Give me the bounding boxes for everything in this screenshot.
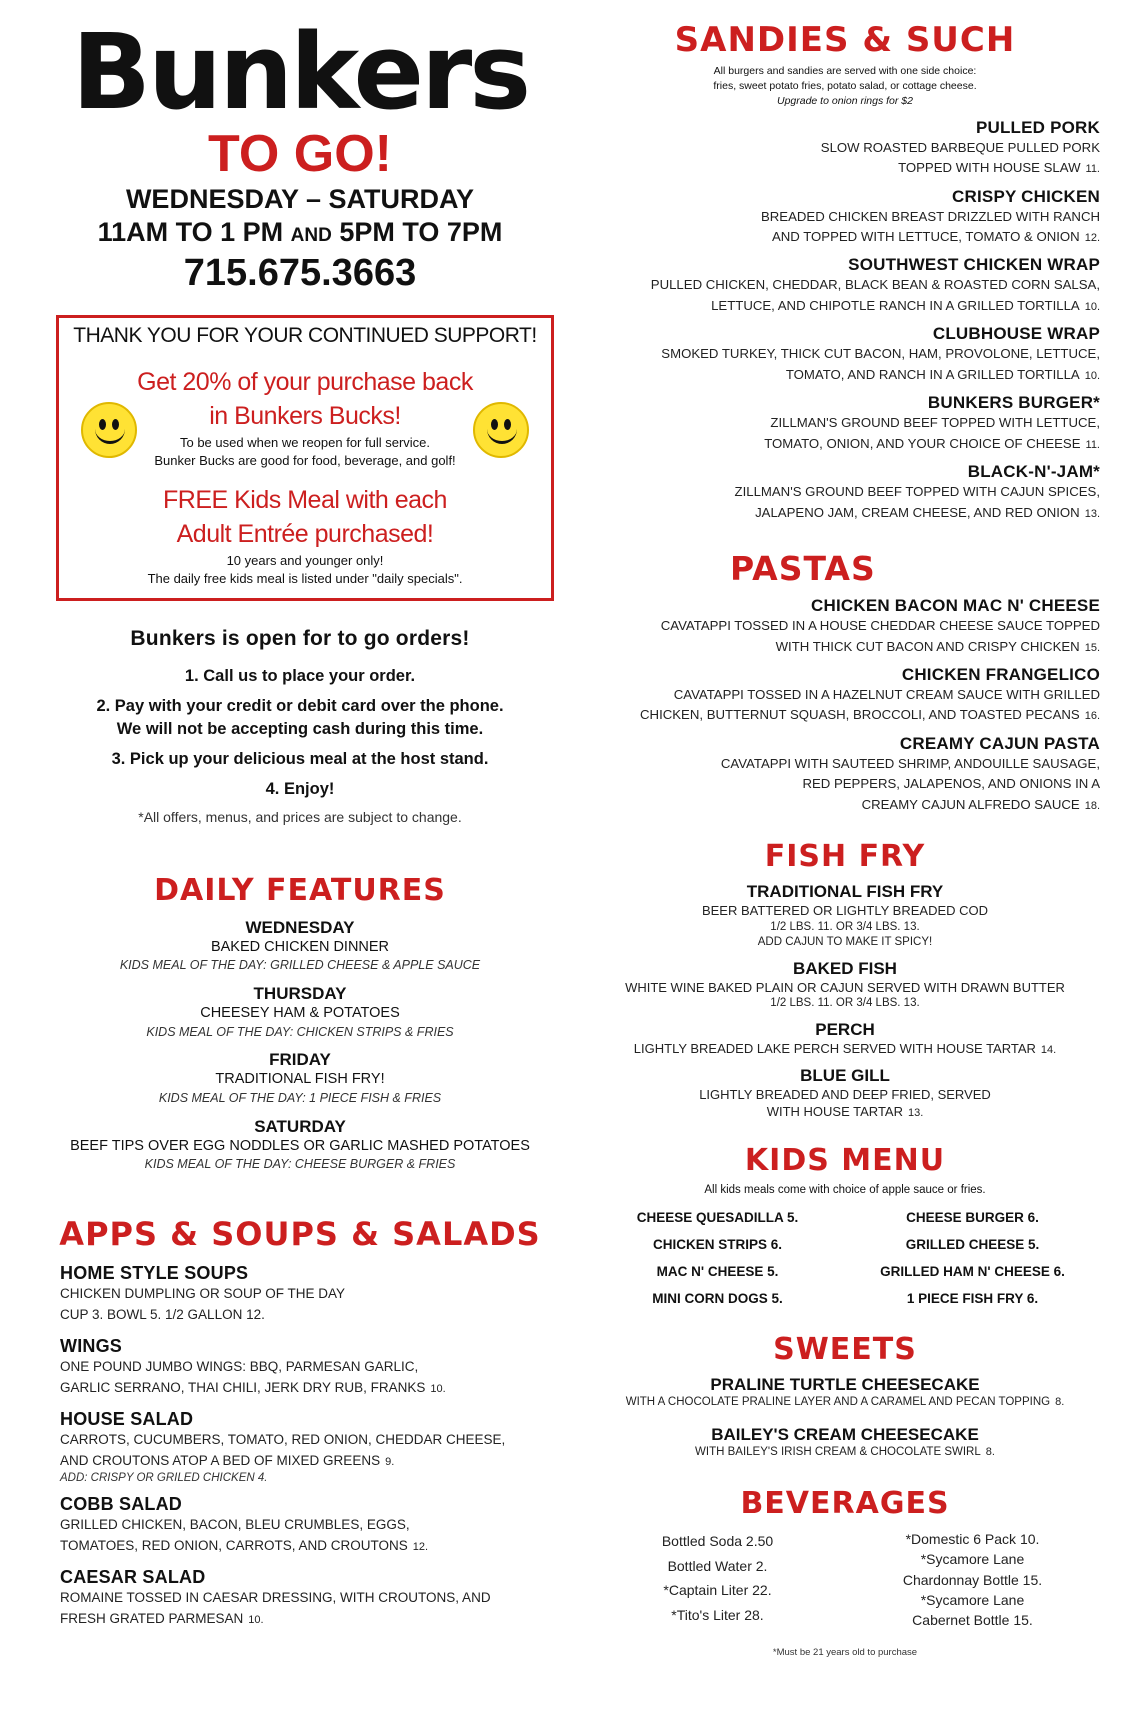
ordering-title: Bunkers is open for to go orders! (130, 627, 470, 651)
item-price: 16. (1084, 710, 1100, 723)
item-name: PERCH (815, 1019, 875, 1039)
kids-item: GRILLED HAM N' CHEESE 6. (880, 1264, 1065, 1280)
menu-item-perch (590, 1020, 1100, 1058)
kids-item: MINI CORN DOGS 5. (652, 1291, 783, 1307)
item-desc-line-1: ZILLMAN'S GROUND BEEF TOPPED WITH CAJUN SPICES, (734, 484, 1100, 500)
item-name: BAKED FISH (793, 958, 897, 978)
item-desc-text: GARLIC SERRANO, THAI CHILI, JERK DRY RUB, FRANKS (60, 1380, 426, 1396)
item-name: PULLED PORK (975, 117, 1100, 137)
sweets-title: SWEETS (773, 1332, 917, 1368)
item-desc-text: WITH THICK CUT BACON AND CRISPY CHICKEN (775, 638, 1080, 654)
kids-item: 1 PIECE FISH FRY 6. (906, 1291, 1039, 1307)
kids-item: CHICKEN STRIPS 6. (652, 1237, 783, 1253)
item-add-on-note: ADD: CRISPY OR GRILED CHICKEN 4. (60, 1471, 268, 1484)
day-kids-meal: KIDS MEAL OF THE DAY: 1 PIECE FISH & FRIES (158, 1090, 442, 1105)
item-name: CAESAR SALAD (60, 1566, 206, 1587)
item-desc-text: TOPPED WITH HOUSE SLAW (898, 160, 1081, 176)
item-desc-text: FRESH GRATED PARMESAN (60, 1610, 244, 1626)
day-dish: BEEF TIPS OVER EGG NODDLES OR GARLIC MASHED POTATOES (70, 1137, 530, 1154)
ordering-step-3: 3. Pick up your delicious meal at the host stand. (111, 750, 489, 769)
kids-menu-note: All kids meals come with choice of apple sauce or fries. (704, 1184, 986, 1197)
sandies-note (590, 64, 1100, 110)
item-desc-line-1: GRILLED CHICKEN, BACON, BLEU CRUMBLES, EGGS, (60, 1516, 410, 1532)
beverages-right-column (845, 1529, 1100, 1630)
beverages-title: BEVERAGES (740, 1486, 950, 1522)
item-price: 10. (248, 1613, 264, 1626)
menu-item-house-salad (40, 1409, 560, 1484)
day-name: THURSDAY (253, 983, 347, 1003)
kids-item: CHEESE BURGER 6. (906, 1210, 1039, 1226)
item-price: 11. (1085, 163, 1100, 176)
item-desc-line-2 (60, 1536, 560, 1557)
day-kids-meal: KIDS MEAL OF THE DAY: CHEESE BURGER & FRIES (144, 1157, 456, 1172)
beverages-left-column (590, 1529, 845, 1630)
menu-item-chicken-frangelico (590, 665, 1100, 726)
promo-offer-1-note-2: Bunker Bucks are good for food, beverage, and golf! (154, 453, 456, 469)
item-name: CHICKEN FRANGELICO (901, 665, 1100, 684)
beverage-item: Chardonnay Bottle 15. (902, 1571, 1043, 1588)
kids-item: MAC N' CHEESE 5. (656, 1264, 779, 1280)
phone-number[interactable]: 715.675.3663 (183, 251, 417, 294)
item-desc-line-2 (60, 1609, 560, 1630)
item-desc-text: AND TOPPED WITH LETTUCE, TOMATO & ONION (771, 229, 1080, 245)
item-name: HOME STYLE SOUPS (60, 1263, 249, 1284)
day-name: WEDNESDAY (245, 917, 355, 937)
item-desc-line-1 (590, 1395, 1100, 1411)
item-desc-line-1: BREADED CHICKEN BREAST DRIZZLED WITH RANCH (760, 208, 1100, 224)
beverage-item: *Tito's Liter 28. (671, 1606, 764, 1623)
kids-item: CHEESE QUESADILLA 5. (636, 1210, 799, 1226)
promo-offer-1-note-1: To be used when we reopen for full service. (179, 434, 431, 450)
menu-item-praline-turtle-cheesecake (590, 1375, 1100, 1411)
promo-offer-1-line-1: Get 20% of your purchase back (137, 368, 473, 397)
pastas-title: PASTAS (730, 549, 876, 589)
item-price: 15. (1084, 641, 1100, 654)
item-desc-line-1 (590, 1445, 1100, 1461)
item-desc-text: LETTUCE, AND CHIPOTLE RANCH IN A GRILLED TORTILLA (711, 297, 1080, 313)
menu-item-cobb-salad (40, 1494, 560, 1557)
menu-item-wings (40, 1336, 560, 1399)
promo-offer-2-line-1: FREE Kids Meal with each (163, 486, 447, 515)
beverage-item: *Domestic 6 Pack 10. (905, 1531, 1040, 1548)
item-desc-line-2 (590, 705, 1100, 725)
item-desc-line-2 (590, 158, 1100, 178)
item-desc-text: CHICKEN, BUTTERNUT SQUASH, BROCCOLI, AND TOASTED PECANS (640, 707, 1080, 723)
menu-item-home-style-soups (40, 1263, 560, 1326)
right-column (590, 20, 1100, 1658)
item-name: BLUE GILL (800, 1065, 890, 1085)
day-dish: CHEESEY HAM & POTATOES (200, 1004, 400, 1021)
item-desc-line-1: CAVATAPPI TOSSED IN A HAZELNUT CREAM SAUCE WITH GRILLED (673, 687, 1100, 702)
item-price: 10. (1084, 300, 1100, 313)
item-desc-text: TOMATO, AND RANCH IN A GRILLED TORTILLA (785, 366, 1080, 382)
item-price: 18. (1084, 799, 1100, 812)
bunkers-logo: Bunkers (71, 11, 529, 133)
item-desc-line-2: RED PEPPERS, JALAPENOS, AND ONIONS IN A (802, 776, 1100, 792)
menu-item-baileys-cream-cheesecake (590, 1425, 1100, 1461)
item-desc-line-2 (590, 503, 1100, 523)
beverages-list (590, 1529, 1100, 1630)
item-desc-text: AND CROUTONS ATOP A BED OF MIXED GREENS (60, 1452, 381, 1468)
daily-feature-thursday (40, 984, 560, 1040)
menu-item-black-n-jam (590, 462, 1100, 523)
item-price: 13. (1084, 507, 1100, 520)
beverage-item: Bottled Water 2. (667, 1557, 768, 1574)
hours-and: AND (290, 224, 332, 246)
menu-item-caesar-salad (40, 1567, 560, 1630)
day-name: SATURDAY (254, 1116, 346, 1136)
menu-item-blue-gill (590, 1066, 1100, 1121)
left-column (40, 11, 560, 1630)
item-desc-line-1: ZILLMAN'S GROUND BEEF TOPPED WITH LETTUCE, (770, 415, 1100, 431)
beverage-item: *Sycamore Lane (920, 1551, 1025, 1568)
ordering-step-4: 4. Enjoy! (265, 780, 335, 799)
item-price: 8. (1055, 1396, 1065, 1409)
daily-feature-wednesday (40, 918, 560, 974)
item-desc-line-2 (60, 1451, 560, 1472)
item-desc-line-1: CARROTS, CUCUMBERS, TOMATO, RED ONION, CHEDDAR CHEESE, (60, 1431, 506, 1447)
promo-box (56, 315, 554, 601)
item-desc-line-1 (590, 1040, 1100, 1058)
item-price: 12. (412, 1540, 429, 1553)
daily-feature-saturday (40, 1117, 560, 1173)
item-name: PRALINE TURTLE CHEESECAKE (710, 1375, 980, 1395)
item-desc-text: WITH A CHOCOLATE PRALINE LAYER AND A CARAMEL AND PECAN TOPPING (625, 1396, 1051, 1409)
ordering-steps (40, 665, 560, 800)
day-name: FRIDAY (269, 1050, 331, 1070)
item-price: 13. (907, 1107, 924, 1120)
open-days: WEDNESDAY – SATURDAY (125, 184, 475, 215)
sandies-title: SANDIES & SUCH (674, 20, 1016, 60)
kids-item: GRILLED CHEESE 5. (905, 1237, 1040, 1253)
item-price: 10. (1084, 369, 1100, 382)
item-desc-line-3 (590, 795, 1100, 815)
item-desc-text: WITH HOUSE TARTAR (766, 1104, 903, 1120)
item-desc-line-1: LIGHTLY BREADED AND DEEP FRIED, SERVED (699, 1086, 991, 1102)
item-desc-line-2 (590, 434, 1100, 454)
item-name: CRISPY CHICKEN (952, 186, 1100, 206)
item-price: 11. (1085, 438, 1100, 451)
item-desc-text: JALAPENO JAM, CREAM CHEESE, AND RED ONION (755, 504, 1080, 520)
to-go-heading: TO GO! (208, 125, 392, 183)
ordering-step-2-line-2: We will not be accepting cash during this time. (116, 719, 484, 738)
menu-item-southwest-chicken-wrap (590, 255, 1100, 316)
item-price: 8. (985, 1445, 995, 1458)
item-name: TRADITIONAL FISH FRY (746, 882, 944, 902)
item-desc-line-1: BEER BATTERED OR LIGHTLY BREADED COD (701, 903, 989, 919)
beverage-item: *Sycamore Lane (920, 1592, 1025, 1609)
item-price: 14. (1040, 1043, 1057, 1056)
item-prices: 1/2 LBS. 11. OR 3/4 LBS. 13. (770, 997, 920, 1010)
item-desc-text: TOMATO, ONION, AND YOUR CHOICE OF CHEESE (764, 435, 1081, 451)
sandies-note-line-2: fries, sweet potato fries, potato salad, or cottage cheese. (713, 80, 977, 93)
day-kids-meal: KIDS MEAL OF THE DAY: CHICKEN STRIPS & FRIES (146, 1024, 454, 1039)
menu-item-creamy-cajun-pasta (590, 734, 1100, 815)
menu-item-crispy-chicken (590, 187, 1100, 248)
item-name: BAILEY'S CREAM CHEESECAKE (711, 1424, 979, 1444)
item-desc-line-2 (590, 637, 1100, 657)
item-prices: 1/2 LBS. 11. OR 3/4 LBS. 13. (770, 920, 920, 933)
item-desc-line-1: CAVATAPPI TOSSED IN A HOUSE CHEDDAR CHEESE SAUCE TOPPED (660, 618, 1100, 634)
beverage-item: Cabernet Bottle 15. (912, 1612, 1033, 1629)
kids-menu-items (590, 1210, 1100, 1306)
item-desc-line-1: CHICKEN DUMPLING OR SOUP OF THE DAY (60, 1286, 346, 1302)
item-desc-line-1: ONE POUND JUMBO WINGS: BBQ, PARMESAN GARLIC, (60, 1359, 419, 1375)
age-requirement-note: *Must be 21 years old to purchase (772, 1646, 918, 1658)
item-name: CREAMY CAJUN PASTA (899, 733, 1100, 753)
beverage-item: *Captain Liter 22. (663, 1582, 772, 1599)
item-desc-line-1: SLOW ROASTED BARBEQUE PULLED PORK (820, 139, 1100, 155)
item-name: BLACK-N'-JAM* (967, 462, 1100, 482)
day-kids-meal: KIDS MEAL OF THE DAY: GRILLED CHEESE & APPLE SAUCE (119, 958, 481, 973)
day-dish: TRADITIONAL FISH FRY! (215, 1071, 385, 1088)
item-name: CLUBHOUSE WRAP (932, 324, 1100, 344)
offers-disclaimer: *All offers, menus, and prices are subject to change. (138, 808, 462, 825)
ordering-step-2 (40, 695, 560, 740)
promo-heading: THANK YOU FOR YOUR CONTINUED SUPPORT! (73, 324, 537, 348)
menu-item-traditional-fish-fry (590, 882, 1100, 951)
item-desc-text: CREAMY CAJUN ALFREDO SAUCE (861, 796, 1080, 812)
item-name: WINGS (60, 1336, 122, 1357)
item-name: BUNKERS BURGER* (927, 393, 1100, 413)
apps-title: APPS & SOUPS & SALADS (59, 1215, 541, 1254)
item-price: 10. (430, 1383, 446, 1396)
menu-item-baked-fish (590, 959, 1100, 1012)
menu-item-pulled-pork (590, 118, 1100, 179)
item-desc-line-1: PULLED CHICKEN, CHEDDAR, BLACK BEAN & ROASTED CORN SALSA, (650, 277, 1100, 293)
daily-feature-friday (40, 1050, 560, 1106)
fish-fry-title: FISH FRY (764, 839, 926, 875)
sandies-note-line-1: All burgers and sandies are served with one side choice: (713, 65, 977, 77)
item-price: 12. (1084, 232, 1100, 245)
item-desc-text: WITH BAILEY'S IRISH CREAM & CHOCOLATE SWIRL (695, 1445, 981, 1458)
hours-dinner: 5PM TO 7PM (339, 216, 503, 247)
item-desc-line-2 (60, 1378, 560, 1399)
sandies-note-upgrade: Upgrade to onion rings for $2 (776, 95, 913, 108)
item-desc-line-1: WHITE WINE BAKED PLAIN OR CAJUN SERVED WITH DRAWN BUTTER (625, 979, 1065, 995)
promo-offer-2-note-1: 10 years and younger only! (226, 552, 384, 568)
kids-menu-title: KIDS MENU (744, 1143, 946, 1179)
item-desc-line-2 (590, 365, 1100, 385)
day-dish: BAKED CHICKEN DINNER (210, 938, 390, 955)
item-name: COBB SALAD (60, 1493, 182, 1514)
menu-item-clubhouse-wrap (590, 324, 1100, 385)
menu-item-bunkers-burger (590, 393, 1100, 454)
beverage-item: Bottled Soda 2.50 (661, 1533, 774, 1550)
ordering-step-2-line-1: 2. Pay with your credit or debit card over the phone. (96, 697, 504, 716)
item-desc-line-2 (590, 296, 1100, 316)
item-price: 9. (385, 1455, 395, 1468)
item-add-on-note: ADD CAJUN TO MAKE IT SPICY! (757, 936, 933, 949)
item-name: HOUSE SALAD (60, 1408, 194, 1429)
item-desc-line-1: CAVATAPPI WITH SAUTEED SHRIMP, ANDOUILLE SAUSAGE, (720, 755, 1100, 771)
item-desc-line-1: SMOKED TURKEY, THICK CUT BACON, HAM, PROVOLONE, LETTUCE, (661, 346, 1100, 362)
item-desc-line-2: CUP 3. BOWL 5. 1/2 GALLON 12. (60, 1307, 265, 1323)
item-name: CHICKEN BACON MAC N' CHEESE (810, 596, 1100, 616)
promo-offer-2-line-2: Adult Entrée purchased! (176, 520, 434, 549)
item-desc-line-2 (590, 227, 1100, 247)
open-hours (40, 216, 560, 248)
item-desc-text: LIGHTLY BREADED LAKE PERCH SERVED WITH HOUSE TARTAR (633, 1040, 1036, 1056)
hours-lunch: 11AM TO 1 PM (97, 216, 284, 247)
item-desc-text: TOMATOES, RED ONION, CARROTS, AND CROUTONS (60, 1537, 408, 1553)
daily-features-title: DAILY FEATURES (154, 872, 446, 908)
ordering-step-1: 1. Call us to place your order. (184, 667, 416, 686)
item-desc-line-2 (590, 1103, 1100, 1121)
item-desc-line-1: ROMAINE TOSSED IN CAESAR DRESSING, WITH CROUTONS, AND (60, 1589, 491, 1605)
menu-item-chicken-bacon-mac (590, 596, 1100, 657)
promo-offer-2-note-2: The daily free kids meal is listed under "daily specials". (147, 571, 463, 587)
item-name: SOUTHWEST CHICKEN WRAP (848, 255, 1100, 275)
promo-offer-1-line-2: in Bunkers Bucks! (209, 402, 401, 431)
